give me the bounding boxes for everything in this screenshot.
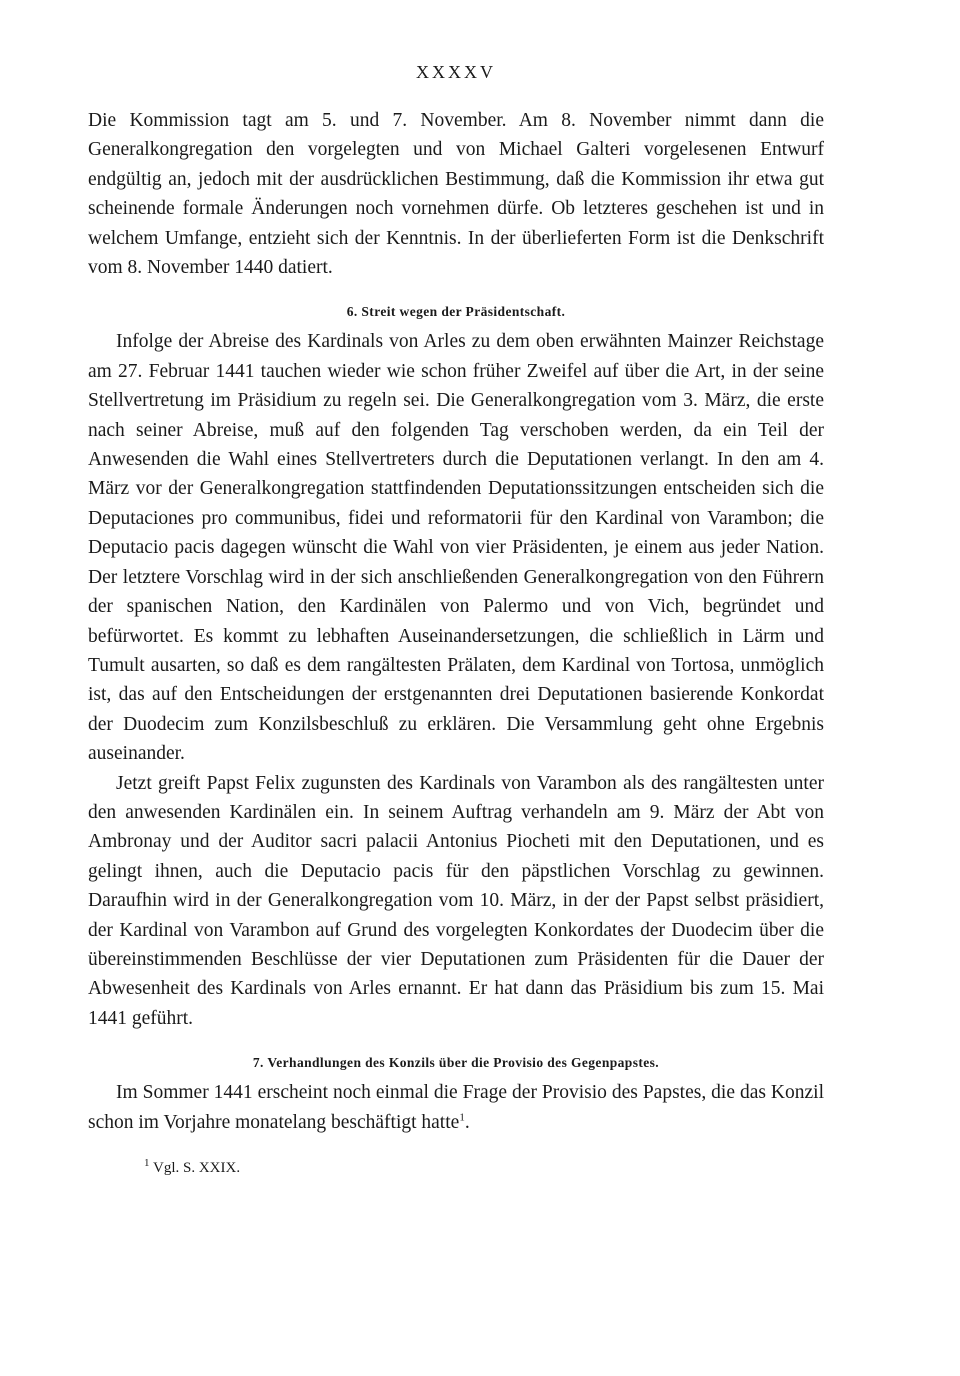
section-heading-presidency: 6. Streit wegen der Präsidentschaft. [346,304,566,320]
footnote-marker: 1 [144,1157,150,1169]
section-heading-provisio: 7. Verhandlungen des Konzils über die Provisio des Gegenpapstes. [252,1055,660,1071]
paragraph-provisio: Im Sommer 1441 erscheint noch einmal die Frage der Provisio des Papstes, die das Konzil schon im Vorjahre monatelang beschäftigt hatte$^1$. [88,1082,824,1133]
paragraph-commission: Die Kommission tagt am 5. und 7. November. Am 8. November nimmt dann die Generalkongregation den vorgelegten und von Michael Galteri vorgelesenen Entwurf endgültig an, jedoch mit der ausdrücklichen Bestimmung, daß die Kommission ihr etwa gut scheinende formale Änderungen noch vornehmen dürfe. Ob letzteres geschehen ist und in welchem Umfange, entzieht sich der Kenntnis. In der überlieferten Form ist die Denkschrift vom 8. November 1440 datiert. [88,110,824,279]
paragraph-departure: Infolge der Abreise des Kardinals von Arles zu dem oben erwähnten Mainzer Reichstage am 27. Februar 1441 tauchen wieder wie schon früher Zweifel auf über die Art, in der seine Stellvertretung im Präsidium zu regeln sei. Die Generalkongregation vom 3. März, die erste nach seiner Abreise, muß auf den folgenden Tag verschoben werden, da ein Teil der Anwesenden die Wahl eines Stellvertreters durch die Deputationen verlangt. In den am 4. März vor der Generalkongregation stattfindenden Deputationssitzungen entscheiden sich die Deputaciones pro communibus, fidei und reformatorii für den Kardinal von Varambon; die Deputacio pacis dagegen wünscht die Wahl von vier Präsidenten, je einem aus jeder Nation. Der letztere Vorschlag wird in der sich anschließenden Generalkongregation von den Führern der spanischen Nation, den Kardinälen von Palermo und von Vich, begründet und befürwortet. Es kommt zu lebhaften Auseinandersetzungen, die schließlich in Lärm und Tumult ausarten, so daß es dem rangältesten Prälaten, dem Kardinal von Tortosa, unmöglich ist, das auf den Entscheidungen der erstgenannten drei Deputationen basierende Konkordat der Duodecim zum Konzilsbeschluß zu erklären. Die Versammlung geht ohne Ergebnis auseinander. [88,331,824,765]
document-page [88,60,824,1179]
paragraph-provisio-text: Im Sommer 1441 erscheint noch einmal die Frage der Provisio des Papstes, die das Konzil schon im Vorjahre monatelang beschäftigt hatte [88,1082,824,1133]
footnote [144,1157,824,1179]
footnote-reference: 1 [459,1111,465,1124]
page-number: XXXXV [416,62,496,82]
paragraph-pope-felix: Jetzt greift Papst Felix zugunsten des Kardinals von Varambon als des rangältesten unter den anwesenden Kardinälen ein. In seinem Auftrag verhandeln am 9. März der Abt von Ambronay und der Auditor sacri palacii Antonius Piocheti mit den Deputationen, und es gelingt ihnen, auch die Deputacio pacis für den päpstlichen Vorschlag zu gewinnen. Daraufhin wird in der Generalkongregation vom 10. März, in der der Papst selbst präsidiert, der Kardinal von Varambon auf Grund des vorgelegten Konkordates der Duodecim über die übereinstimmenden Beschlüsse der vier Deputationen zum Präsidenten für die Dauer der Abwesenheit des Kardinals von Arles ernannt. Er hat dann das Präsidium bis zum 15. Mai 1441 geführt. [88,772,824,1029]
footnote-text: Vgl. S. XXIX. [152,1160,241,1176]
